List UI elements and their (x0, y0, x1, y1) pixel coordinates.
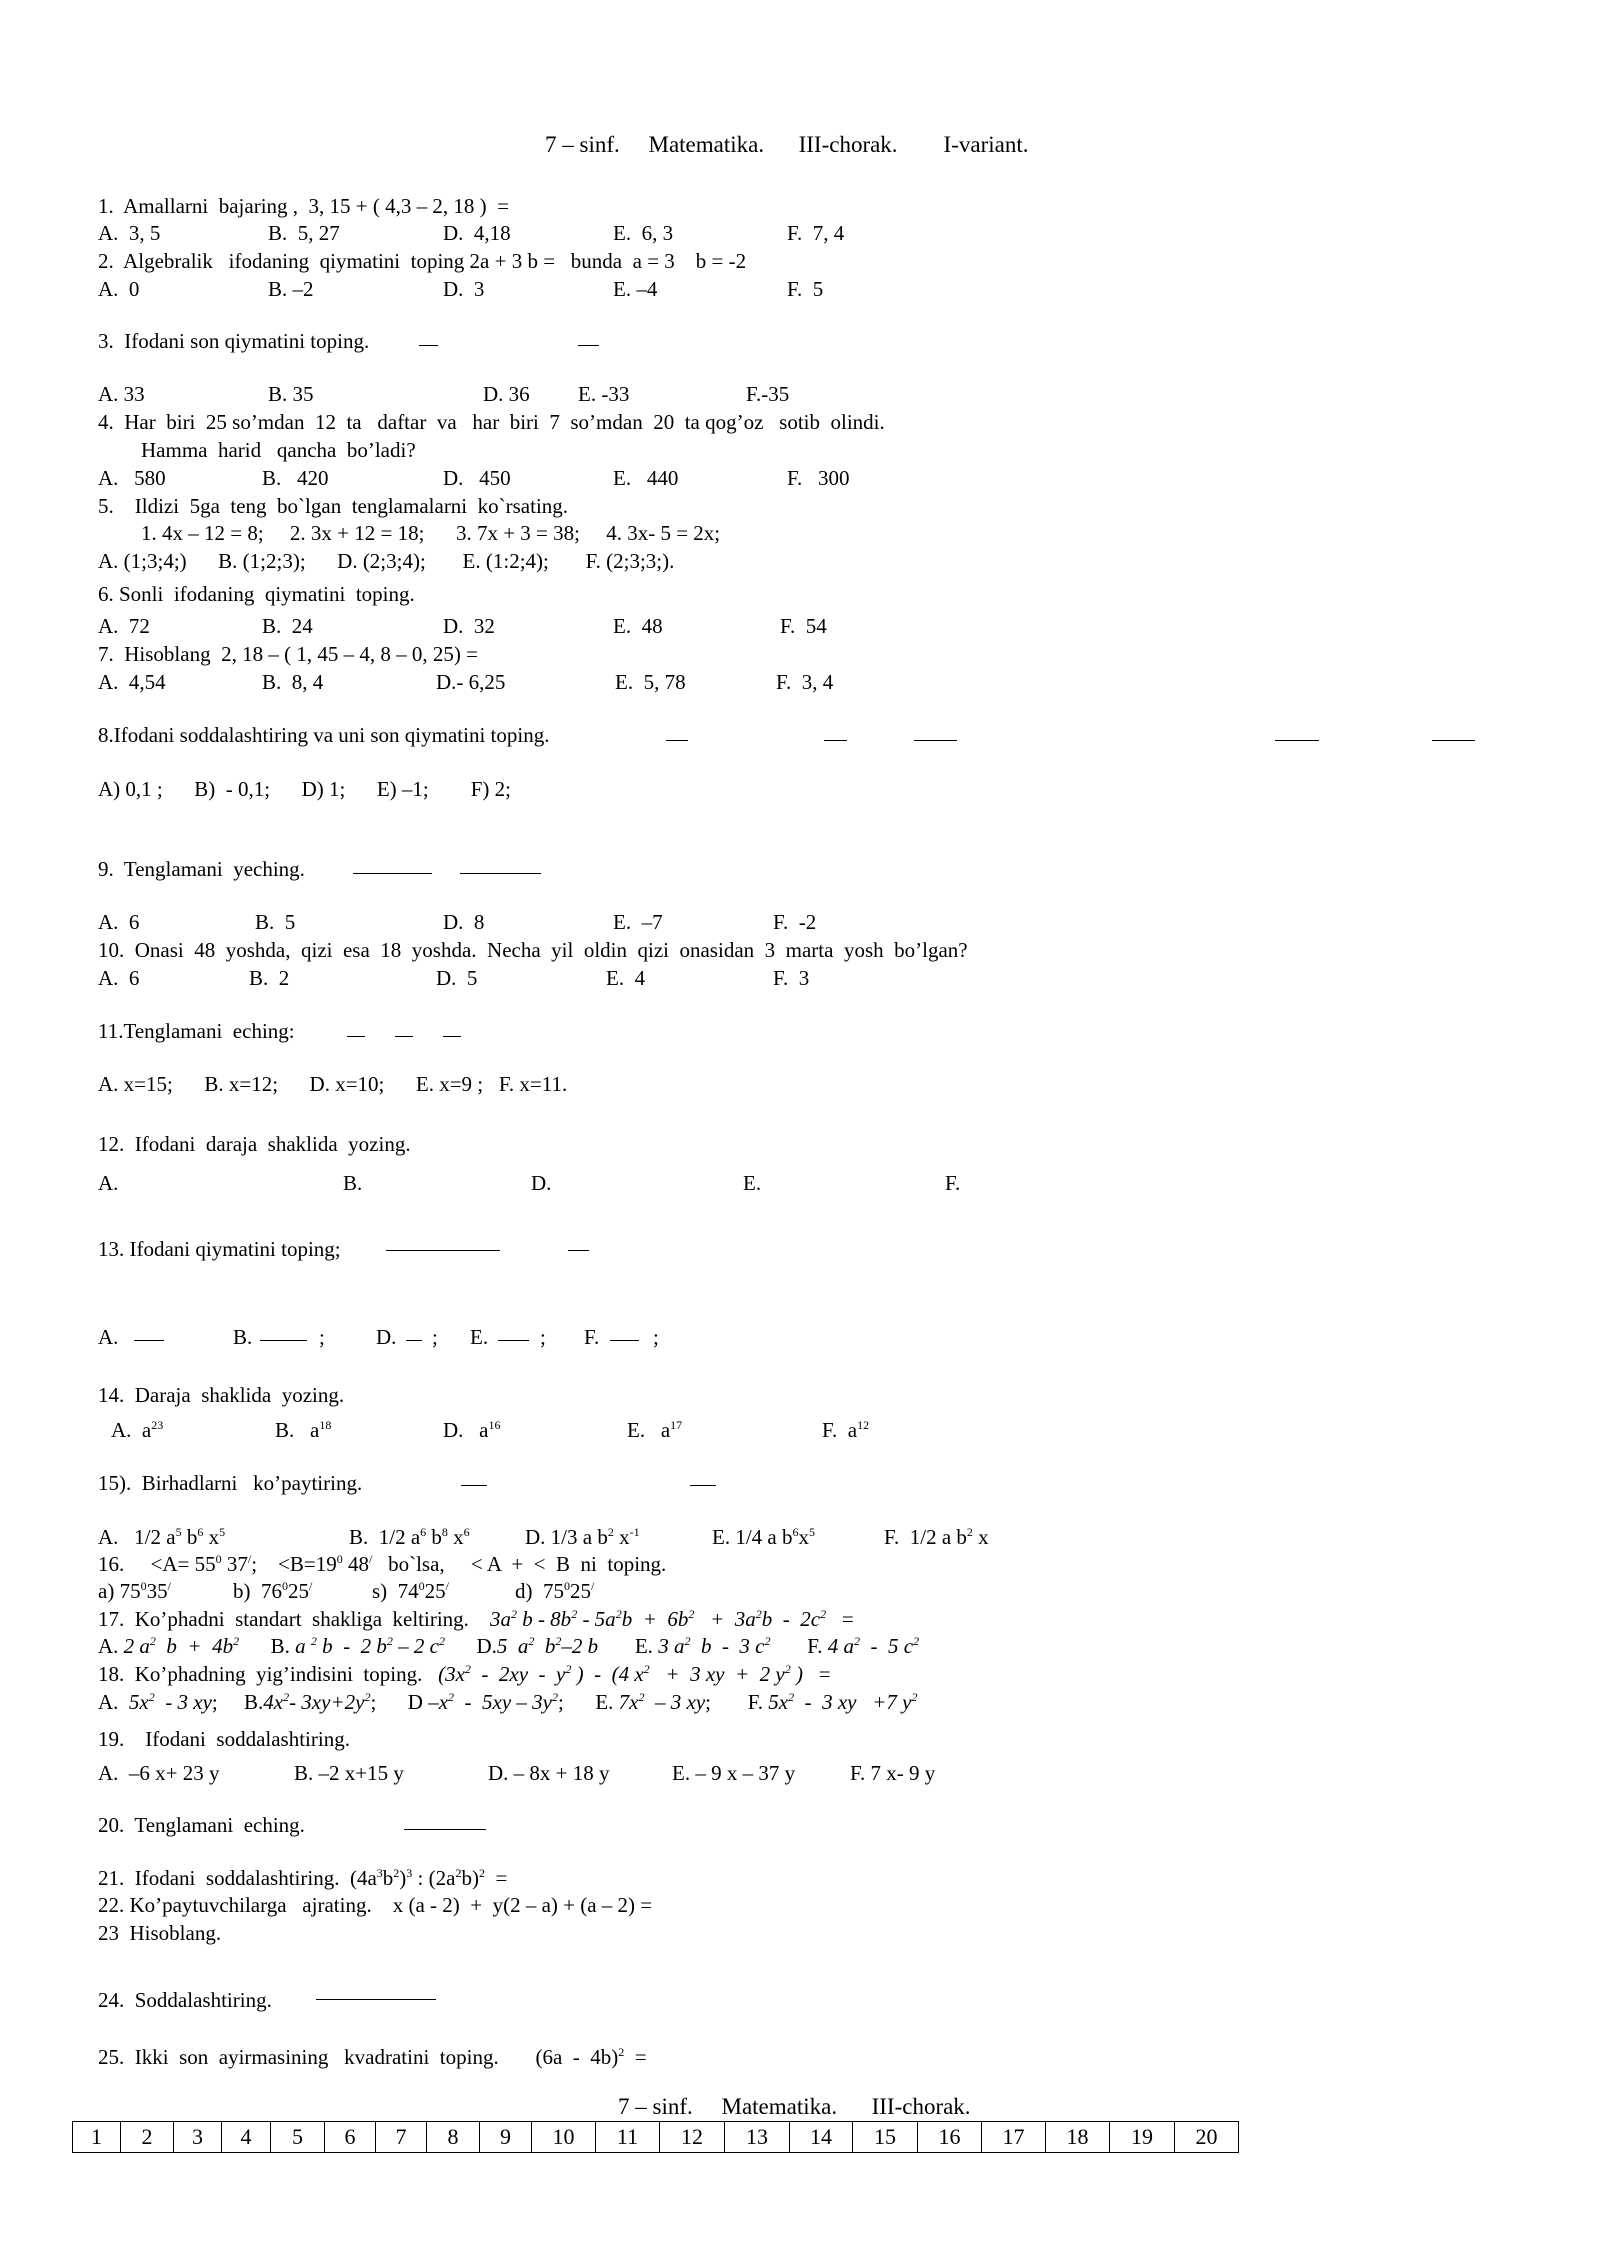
question-21: 21. Ifodani soddalashtiring. $(4a^3b^2)^3$ : $(2a^2b)^2$ = (98, 1866, 508, 1890)
fraction-bar (1432, 740, 1475, 741)
answer-cell[interactable]: 11 (596, 2122, 660, 2153)
q16-option-b: b) $76^025^/$ (233, 1579, 313, 1603)
question-22: 22. Ko’paytuvchilarga ajrating. x (a - 2) + y(2 – a) + (a – 2) = (98, 1893, 653, 1917)
answer-cell[interactable]: 5 (271, 2122, 325, 2153)
q8-options: A) 0,1 ; B) - 0,1; D) 1; E) –1; F) 2; (98, 777, 511, 801)
q15-option-f: F. 1/2 a $b^2$ x (884, 1525, 989, 1549)
q19-option-d: D. – 8x + 18 y (488, 1761, 610, 1785)
q9-option-d: D. 8 (443, 910, 485, 934)
q4-option-e: E. 440 (613, 466, 679, 490)
q4-option-d: D. 450 (443, 466, 511, 490)
q6-option-b: B. 24 (262, 614, 313, 638)
q13-option-d: D. (376, 1325, 397, 1349)
q13-sep: ; (540, 1325, 546, 1349)
answer-cell[interactable]: 13 (725, 2122, 790, 2153)
answer-cell[interactable]: 17 (982, 2122, 1046, 2153)
q15-option-e: E. 1/4 a $b^6x^5$ (712, 1525, 815, 1549)
q14-option-e: E. $a^{17}$ (627, 1418, 683, 1442)
fraction-bar (666, 740, 688, 741)
q2-option-e: E. –4 (613, 277, 658, 301)
fraction-bar (914, 740, 957, 741)
question-8: 8.Ifodani soddalashtiring va uni son qiymatini toping. (98, 723, 550, 747)
q15-option-d: D. 1/3 a $b^2$ $x^{-1}$ (525, 1525, 640, 1549)
question-13: 13. Ifodani qiymatini toping; (98, 1237, 341, 1261)
answer-cell[interactable]: 3 (174, 2122, 222, 2153)
page-title: 7 – sinf. Matematika. III-chorak. I-variant. (545, 132, 1029, 157)
q12-option-d: D. (531, 1171, 552, 1195)
question-24: 24. Soddalashtiring. (98, 1988, 272, 2012)
answer-cell[interactable]: 10 (532, 2122, 596, 2153)
q10-option-d: D. 5 (436, 966, 478, 990)
q19-option-f: F. 7 x- 9 y (850, 1761, 936, 1785)
question-4-cont: Hamma harid qancha bo’ladi? (141, 438, 416, 462)
q15-option-a: A. 1/2 $a^5$ $b^6$ $x^5$ (98, 1525, 226, 1549)
question-5: 5. Ildizi 5ga teng bo`lgan tenglamalarni ko`rsating. (98, 494, 569, 518)
fraction-bar (347, 1036, 365, 1037)
question-11: 11.Tenglamani eching: (98, 1019, 295, 1043)
q13-sep: ; (432, 1325, 438, 1349)
question-20: 20. Tenglamani eching. (98, 1813, 305, 1837)
question-6: 6. Sonli ifodaning qiymatini toping. (98, 582, 415, 606)
answer-cell[interactable]: 16 (918, 2122, 982, 2153)
q9-option-f: F. -2 (773, 910, 817, 934)
answer-cell[interactable]: 15 (853, 2122, 918, 2153)
q3-option-e: E. -33 (578, 382, 630, 406)
q9-option-b: B. 5 (255, 910, 296, 934)
q16-option-d: d) $75^025^/$ (515, 1579, 595, 1603)
answer-cell[interactable]: 1 (73, 2122, 121, 2153)
question-10: 10. Onasi 48 yoshda, qizi esa 18 yoshda. Necha yil oldin qizi onasidan 3 marta yosh bo’lgan? (98, 938, 968, 962)
answer-sheet-title: 7 – sinf. Matematika. III-chorak. (618, 2094, 971, 2119)
q16-option-s: s) $74^025^/$ (372, 1579, 450, 1603)
answer-cell[interactable]: 14 (790, 2122, 853, 2153)
fraction-bar (460, 873, 541, 874)
q19-option-b: B. –2 x+15 y (294, 1761, 404, 1785)
fraction-bar (395, 1036, 413, 1037)
fraction-bar (260, 1340, 307, 1341)
q19-option-e: E. – 9 x – 37 y (672, 1761, 796, 1785)
fraction-bar (316, 1999, 436, 2000)
fraction-bar (461, 1485, 487, 1486)
q2-option-b: B. –2 (268, 277, 314, 301)
fraction-bar (134, 1340, 164, 1341)
q2-option-a: A. 0 (98, 277, 140, 301)
q17-options: A. 2 $a^2$ $b + 4b^2$ B. a $^2$ b - 2 $b^2 - 2$ $c^2$ D.5 $a^2$ $b^2-2$ b E. 3 $a^2$ b - 3 $c^2$ F. 4 $a^2 - 5$ $c^2$ (98, 1634, 920, 1658)
q7-option-d: D.- 6,25 (436, 670, 506, 694)
answer-grid (72, 2121, 1239, 2153)
answer-cell[interactable]: 6 (325, 2122, 376, 2153)
q3-option-a: A. 33 (98, 382, 145, 406)
fraction-bar (1275, 740, 1319, 741)
q3-option-b: B. 35 (268, 382, 314, 406)
q1-option-a: A. 3, 5 (98, 221, 161, 245)
fraction-bar (406, 1340, 422, 1341)
question-19: 19. Ifodani soddalashtiring. (98, 1727, 350, 1751)
q6-option-a: A. 72 (98, 614, 150, 638)
q1-option-b: B. 5, 27 (268, 221, 340, 245)
q13-option-e: E. (470, 1325, 489, 1349)
q10-option-f: F. 3 (773, 966, 810, 990)
question-17: 17. Ko’phadni standart shakliga keltiring. $3a^2$ $b - 8b^2 - 5a^2b + 6b^2 + 3a^2b - 2c^2$ = (98, 1607, 854, 1631)
q1-option-d: D. 4,18 (443, 221, 511, 245)
answer-cell[interactable]: 8 (427, 2122, 480, 2153)
q4-option-f: F. 300 (787, 466, 850, 490)
q3-option-f: F.-35 (746, 382, 790, 406)
q13-sep: ; (653, 1325, 659, 1349)
answer-cell[interactable]: 2 (121, 2122, 174, 2153)
q1-option-e: E. 6, 3 (613, 221, 674, 245)
question-4: 4. Har biri 25 so’mdan 12 ta daftar va har biri 7 so’mdan 20 ta qog’oz sotib olindi. (98, 410, 885, 434)
q13-option-a: A. (98, 1325, 119, 1349)
fraction-bar (443, 1036, 461, 1037)
question-25: 25. Ikki son ayirmasining kvadratini toping. (6a - 4b)$^2$ = (98, 2045, 647, 2069)
question-15: 15). Birhadlarni ko’paytiring. (98, 1471, 363, 1495)
question-2: 2. Algebralik ifodaning qiymatini toping 2a + 3 b = bunda a = 3 b = -2 (98, 249, 747, 273)
question-5-equations: 1. 4x – 12 = 8; 2. 3x + 12 = 18; 3. 7x + 3 = 38; 4. 3x- 5 = 2x; (141, 521, 721, 545)
q3-option-d: D. 36 (483, 382, 530, 406)
question-14: 14. Daraja shaklida yozing. (98, 1383, 345, 1407)
q10-option-a: A. 6 (98, 966, 140, 990)
question-23: 23 Hisoblang. (98, 1921, 222, 1945)
q7-option-b: B. 8, 4 (262, 670, 324, 694)
q12-option-b: B. (343, 1171, 363, 1195)
fraction-bar (610, 1340, 639, 1341)
question-3: 3. Ifodani son qiymatini toping. (98, 329, 370, 353)
question-1: 1. Amallarni bajaring , 3, 15 + ( 4,3 – 2, 18 ) = (98, 194, 509, 218)
q7-option-f: F. 3, 4 (776, 670, 834, 694)
q2-option-f: F. 5 (787, 277, 824, 301)
fraction-bar (419, 345, 438, 346)
fraction-bar (353, 873, 432, 874)
q13-sep: ; (319, 1325, 325, 1349)
q14-option-f: F. $a^{12}$ (822, 1418, 870, 1442)
question-9: 9. Tenglamani yeching. (98, 857, 305, 881)
q19-option-a: A. –6 x+ 23 y (98, 1761, 220, 1785)
q2-option-d: D. 3 (443, 277, 485, 301)
q9-option-a: A. 6 (98, 910, 140, 934)
fraction-bar (568, 1250, 589, 1251)
question-16: 16. $<A= 55^0$ 37/; $<B=19^0$ 48/ bo`lsa, < A + < B ni toping. (98, 1552, 667, 1576)
answer-cell[interactable]: 19 (1110, 2122, 1175, 2153)
q16-option-a: a) $75^035^/$ (98, 1579, 171, 1603)
q5-options: A. (1;3;4;) B. (1;2;3); D. (2;3;4); E. (1:2;4); F. (2;3;3;). (98, 549, 675, 573)
q7-option-a: A. 4,54 (98, 670, 166, 694)
q10-option-e: E. 4 (606, 966, 646, 990)
fraction-bar (386, 1250, 500, 1251)
q13-option-f: F. (584, 1325, 600, 1349)
question-18: 18. Ko’phadning yig’indisini toping. ($3x^2 - 2xy - y^2$ ) - (4 $x^2 + 3$ xy + 2 $y^2$ ) = (98, 1662, 831, 1686)
q12-option-e: E. (743, 1171, 762, 1195)
answer-cell[interactable]: 9 (480, 2122, 532, 2153)
q7-option-e: E. 5, 78 (615, 670, 686, 694)
q10-option-b: B. 2 (249, 966, 290, 990)
answer-cell[interactable]: 4 (222, 2122, 271, 2153)
q14-option-a: A. $a^{23}$ (111, 1418, 164, 1442)
q6-option-d: D. 32 (443, 614, 495, 638)
q6-option-e: E. 48 (613, 614, 663, 638)
fraction-bar (690, 1485, 716, 1486)
q6-option-f: F. 54 (780, 614, 827, 638)
q13-option-b: B. (233, 1325, 253, 1349)
q4-option-a: A. 580 (98, 466, 166, 490)
q14-option-b: B. $a^{18}$ (275, 1418, 332, 1442)
q11-options: A. x=15; B. x=12; D. x=10; E. x=9 ; F. x=11. (98, 1072, 568, 1096)
answer-cell[interactable]: 12 (660, 2122, 725, 2153)
question-12: 12. Ifodani daraja shaklida yozing. (98, 1132, 411, 1156)
fraction-bar (824, 740, 847, 741)
answer-cell[interactable]: 20 (1175, 2122, 1239, 2153)
q4-option-b: B. 420 (262, 466, 329, 490)
fraction-bar (578, 345, 599, 346)
fraction-bar (498, 1340, 529, 1341)
answer-cell[interactable]: 18 (1046, 2122, 1110, 2153)
q14-option-d: D. $a^{16}$ (443, 1418, 501, 1442)
fraction-bar (404, 1829, 486, 1830)
q18-options: A. $5x^2 - 3$ xy; $B.4x^2-$ $3xy+2y^2$; D $-x^2 - 5xy - 3y^2$; E. $7x^2 - 3$ xy; F. $5x^2 - 3$ xy +7 $y^2$ (98, 1690, 918, 1714)
q9-option-e: E. –7 (613, 910, 663, 934)
q15-option-b: B. 1/2 $a^6$ $b^8$ $x^6$ (349, 1525, 470, 1549)
q12-option-f: F. (945, 1171, 961, 1195)
question-7: 7. Hisoblang 2, 18 – ( 1, 45 – 4, 8 – 0, 25) = (98, 642, 478, 666)
q12-option-a: A. (98, 1171, 119, 1195)
answer-cell[interactable]: 7 (376, 2122, 427, 2153)
q1-option-f: F. 7, 4 (787, 221, 845, 245)
